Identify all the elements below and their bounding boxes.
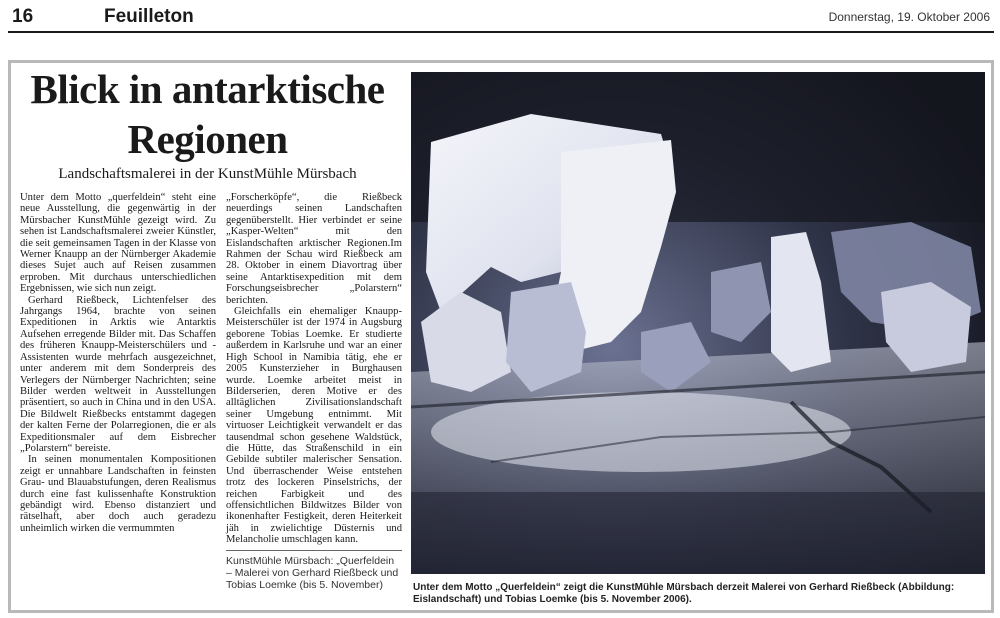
article-subheadline: Landschaftsmalerei in der KunstMühle Mürsbach — [58, 166, 357, 182]
painting-image — [411, 72, 985, 574]
paragraph: Gleichfalls ein ehemaliger Knaupp-Meisterschüler ist der 1974 in Augsburg geborene Tobias Loemke. Er studierte außerdem in Karlsruhe und war an einer High School in Namibia tätig, ehe er 2005 Kunsterzieher in Burghausen wurde. Loemke arbeitet meist in Bilderserien, deren Motive er des alltäglichen Zivilisationslandschaft seiner Umgebung entnimmt. Mit virtuoser Leichtigkeit verwandelt er das tausendmal schon gesehene Waldstück, die Hütte, das Straßenschild in ein Gebilde subtiler malerischer Sensation. Und überraschender Weise entstehen trotz des lockeren Pinselstrichs, der reichen Farbigkeit und des offensichtlichen Bildwitzes Bilder von ikonenhafter Festigkeit, deren Heiterkeit jäh in zwielichtige Düsternis und Melancholie umschlagen kann. — [226, 306, 402, 546]
header-rule — [8, 31, 994, 33]
article-headline — [0, 64, 415, 164]
section-title: Feuilleton — [104, 6, 194, 27]
page-number: 16 — [12, 6, 34, 27]
headline-line-2: Regionen — [127, 116, 288, 162]
paragraph: In seinen monumentalen Kompositionen zeigt er unnahbare Landschaften in feinsten Grau- und Blauabstufungen, deren Realismus durch eine fast kulissenhafte Konstruktion gebändigt wird. Ebenso distanziert und rätselhaft, aber doch auch geradezu unheimlich wirken die vermummten — [20, 454, 216, 534]
issue-date: Donnerstag, 19. Oktober 2006 — [828, 10, 990, 24]
paragraph: Unter dem Motto „querfeldein“ steht eine neue Ausstellung, die gegenwärtig in der Mürsbacher KunstMühle gezeigt wird. Zu sehen ist Landschaftsmalerei zweier Künstler, die seit gemeinsamen Tagen in der Klasse von Werner Knaupp an der Nürnberger Akademie dieses Sujet auch auf Reisen zusammen erproben. Mit durchaus unterschiedlichen Ergebnissen, wie sich nun zeigt. — [20, 192, 216, 295]
paragraph: Gerhard Rießbeck, Lichtenfelser des Jahrgangs 1964, brachte von seinen Expeditionen in Arktis wie Antarktis Aufsehen erregende Bilder mit. Das Schaffen des früheren Knaupp-Meisterschülers und -Assistenten wurde mehrfach ausgezeichnet, unter anderem mit dem Sonderpreis des Verlegers der Nürnberger Nachrichten; seine Bilder werden weltweit in Ausstellungen präsentiert, so auch in China und in den USA. Die Bildwelt Rießbecks entstammt dagegen der kalten Ferne der Polarregionen, die er als Expeditionsmaler auf dem Eisbrecher „Polarstern“ bereiste. — [20, 294, 216, 454]
info-box-rule — [226, 550, 402, 551]
page-header — [0, 0, 1000, 34]
image-caption: Unter dem Motto „Querfeldein“ zeigt die KunstMühle Mürsbach derzeit Malerei von Gerhard Rießbeck (Abbildung: Eislandschaft) und Tobias Loemke (bis 5. November 2006). — [413, 582, 955, 605]
article-column-2 — [226, 192, 402, 546]
article-column-1 — [20, 192, 216, 534]
headline-line-1: Blick in antarktische — [30, 66, 385, 112]
exhibition-info-box: KunstMühle Mürsbach: „Querfeldein – Malerei von Gerhard Rießbeck und Tobias Loemke (bis 5. November) — [226, 555, 399, 591]
paragraph: „Forscherköpfe“, die Rießbeck neuerdings seinen Landschaften gegenüberstellt. Hier verbindet er seine „Kasper-Welten“ mit den Eislandschaften arktischer Regionen.Im Rahmen der Schau wird Rießbeck am 28. Oktober in einem Diavortrag über seine Antarktisexpedition mit dem Forschungseisbrecher „Polarstern“ berichten. — [226, 192, 402, 306]
